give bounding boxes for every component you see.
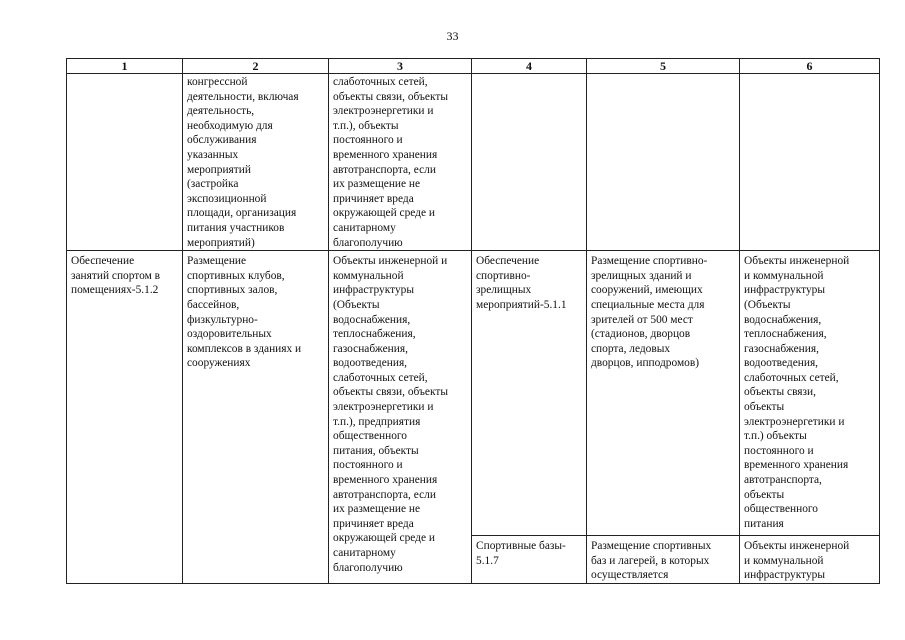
cell-conditional-use-name <box>472 74 587 251</box>
col-header-4: 4 <box>472 59 587 74</box>
cell-auxiliary-objects: слаботочных сетей, объекты связи, объекты электроэнергетики и т.п.), объекты постоянного и временного хранения автотранспорта, если их размещение не причиняет вреда окружающей среде и санитарному благополучию <box>329 74 472 251</box>
cell-use-description: конгрессной деятельности, включая деятельность, необходимую для обслуживания указанных мероприятий (застройка экспозиционной площади, организация питания участников мероприятий) <box>183 74 329 251</box>
col-header-5: 5 <box>587 59 740 74</box>
cell-use-name: Обеспечение занятий спортом в помещениях-5.1.2 <box>67 251 183 584</box>
cell-conditional-use-description: Размещение спортивно- зрелищных зданий и сооружений, имеющих специальные места для зрителей от 500 мест (стадионов, дворцов спорта, ледовых дворцов, ипподромов) <box>587 251 740 536</box>
header-row <box>67 59 880 74</box>
cell-conditional-use-name: Обеспечение спортивно- зрелищных мероприятий-5.1.1 <box>472 251 587 536</box>
cell-conditional-auxiliary-objects: Объекты инженерной и коммунальной инфраструктуры <box>740 536 880 584</box>
table-row <box>67 251 880 536</box>
cell-conditional-auxiliary-objects <box>740 74 880 251</box>
col-header-1: 1 <box>67 59 183 74</box>
col-header-6: 6 <box>740 59 880 74</box>
col-header-3: 3 <box>329 59 472 74</box>
land-use-table <box>66 58 880 584</box>
cell-use-name <box>67 74 183 251</box>
cell-use-description: Размещение спортивных клубов, спортивных залов, бассейнов, физкультурно- оздоровительных комплексов в зданиях и сооружениях <box>183 251 329 584</box>
cell-conditional-use-description <box>587 74 740 251</box>
col-header-2: 2 <box>183 59 329 74</box>
cell-conditional-auxiliary-objects: Объекты инженерной и коммунальной инфраструктуры (Объекты водоснабжения, теплоснабжения, газоснабжения, водоотведения, слаботочных сетей, объекты связи, объекты электроэнергетики и т.п.) объекты постоянного и временного хранения автотранспорта, объекты общественного питания <box>740 251 880 536</box>
cell-conditional-use-name: Спортивные базы- 5.1.7 <box>472 536 587 584</box>
cell-conditional-use-description: Размещение спортивных баз и лагерей, в которых осуществляется <box>587 536 740 584</box>
page-number: 33 <box>446 29 459 43</box>
table-row <box>67 74 880 251</box>
cell-auxiliary-objects: Объекты инженерной и коммунальной инфраструктуры (Объекты водоснабжения, теплоснабжения, газоснабжения, водоотведения, слаботочных сетей, объекты связи, объекты электроэнергетики и т.п.), предприятия общественного питания, объекты постоянного и временного хранения автотранспорта, если их размещение не причиняет вреда окружающей среде и санитарному благополучию <box>329 251 472 584</box>
